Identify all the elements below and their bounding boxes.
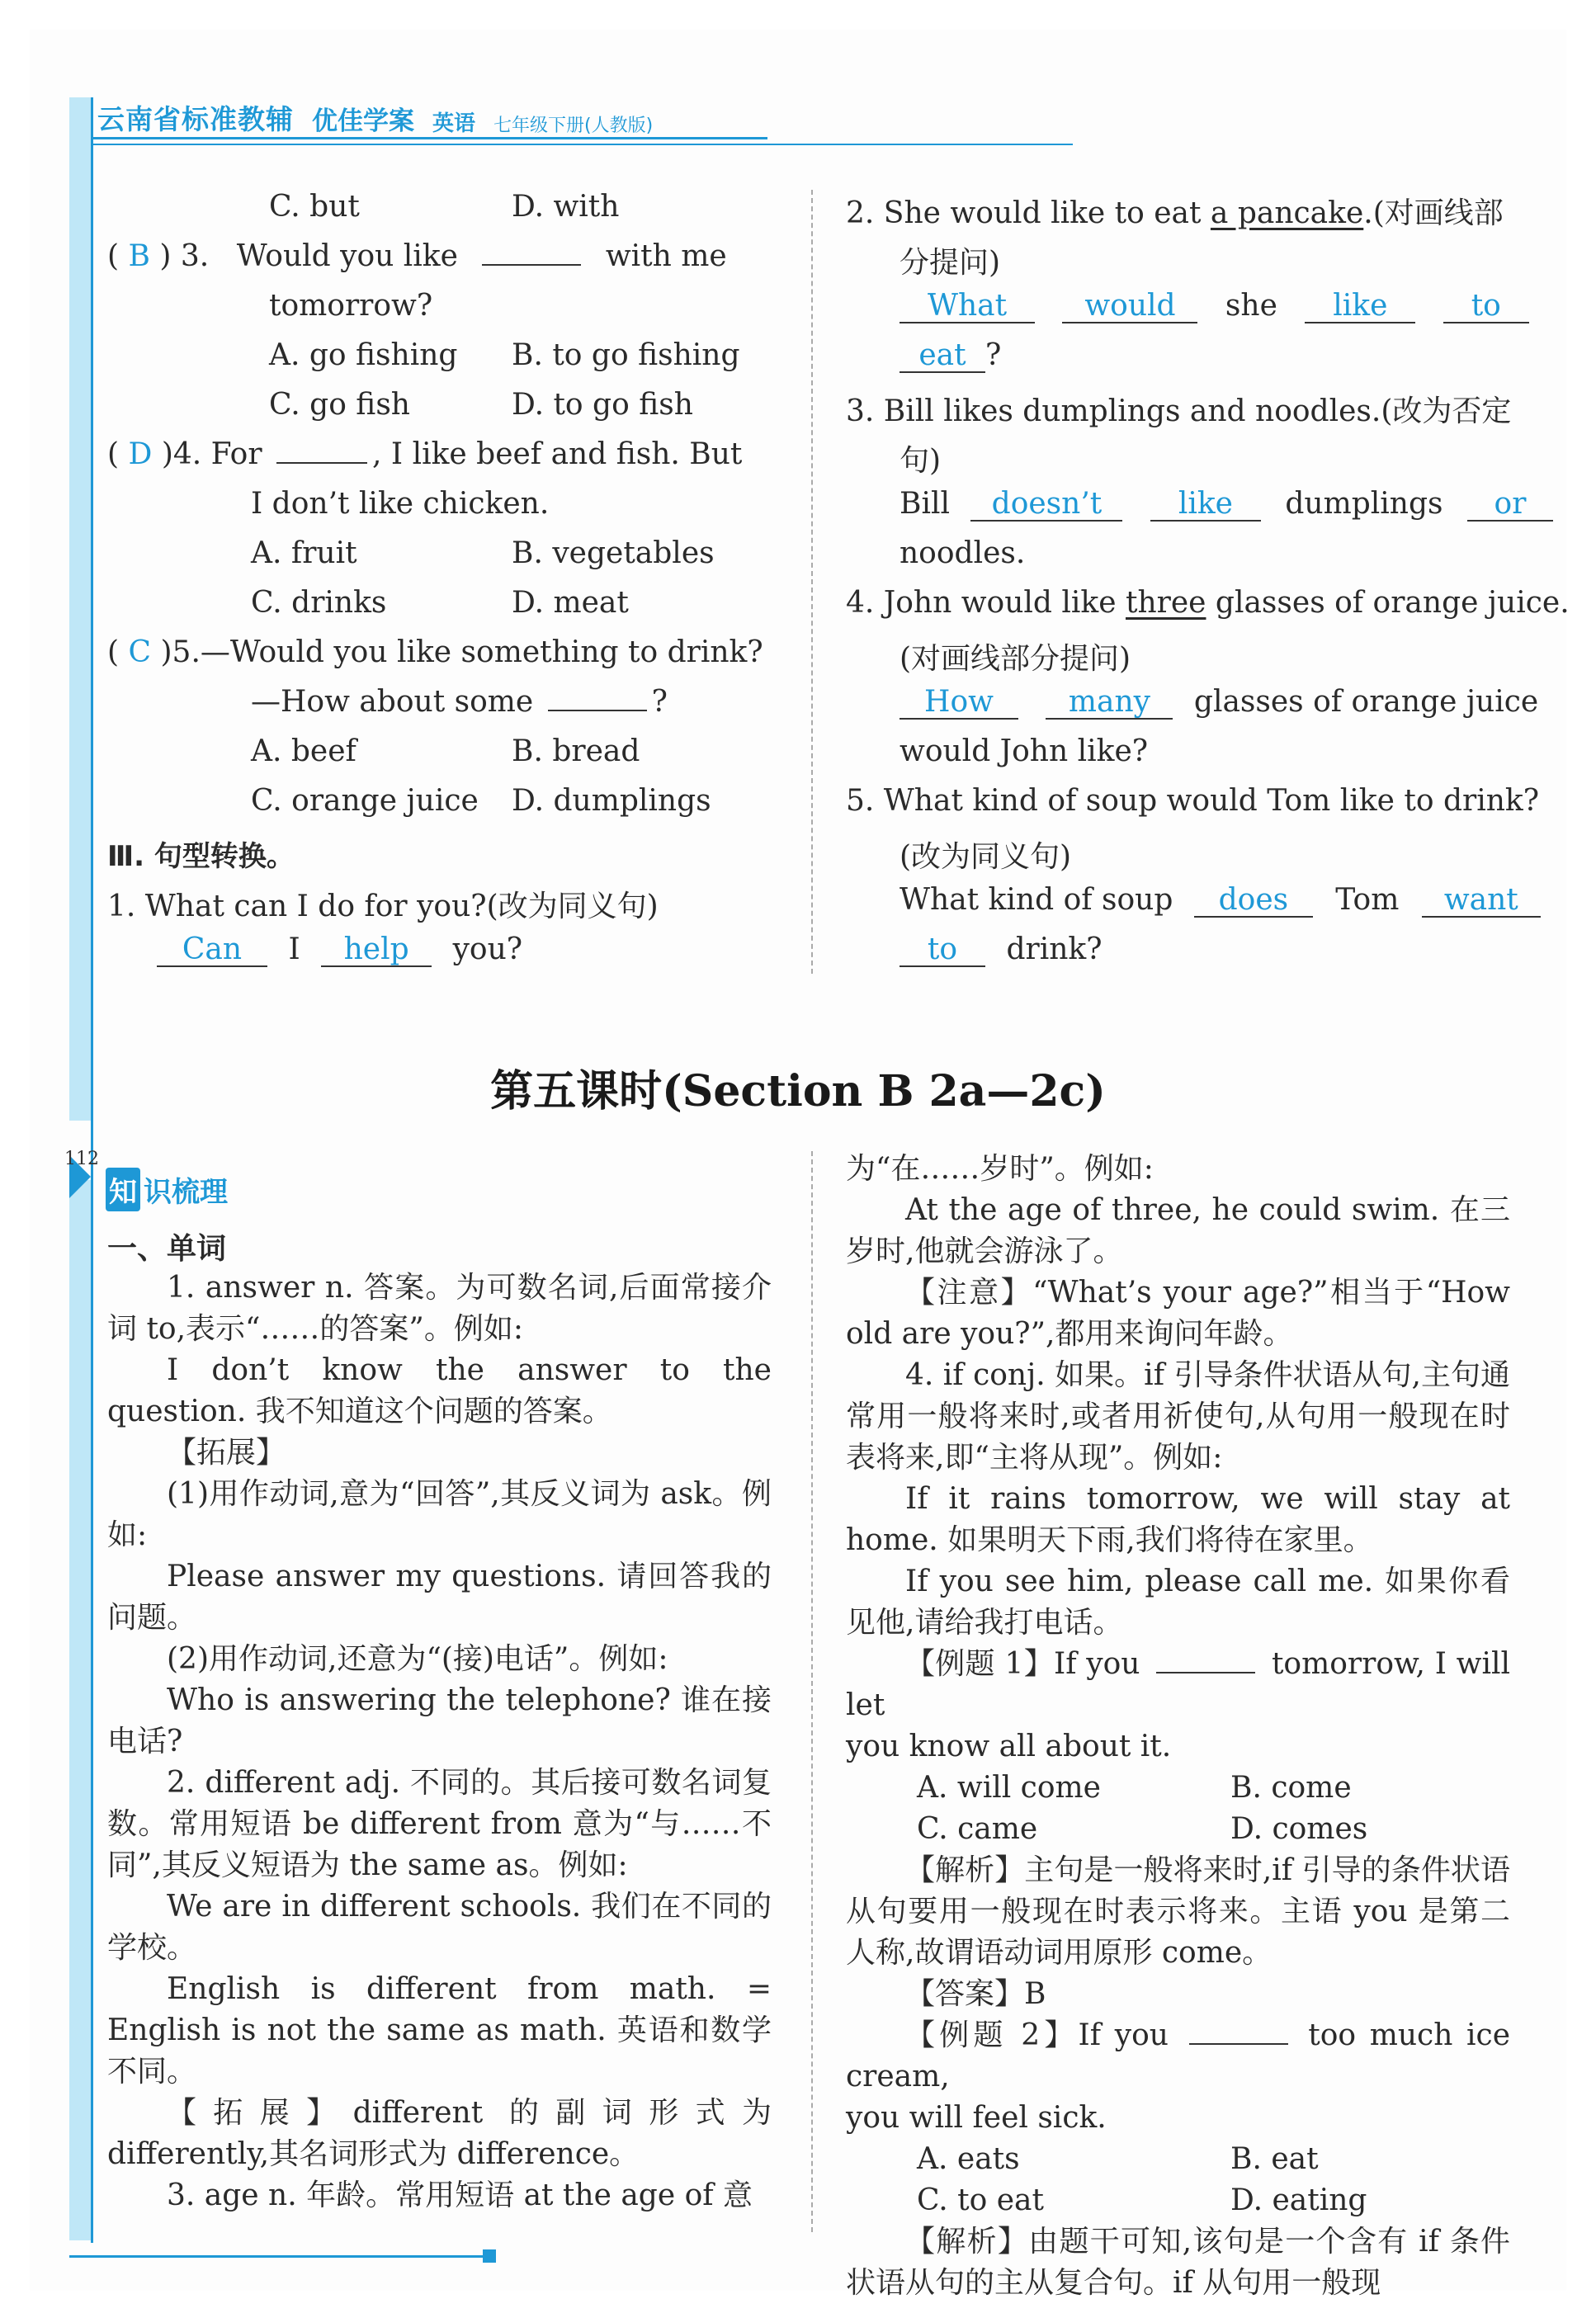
q5-option-b: B. bread (512, 734, 640, 768)
s3-pre: Bill (900, 487, 950, 521)
left-margin-line (91, 97, 93, 2243)
q4-text-b: I don’t like chicken. (251, 487, 550, 521)
q3-option-d: D. to go fish (512, 388, 693, 422)
s2-answer-5: to (1443, 290, 1529, 323)
grade-name: 七年级下册(人教版) (493, 116, 654, 136)
words-heading: 一、单词 (107, 1232, 227, 1266)
example2-option-c: C. to eat (917, 2183, 1044, 2217)
q5-text-b-end: ? (651, 685, 668, 719)
s5-mid: Tom (1335, 883, 1400, 917)
para-answer-example: I don’t know the answer to the question. 我不知道这个问题的答案。 (107, 1353, 772, 1428)
example2-option-b: B. eat (1230, 2142, 1319, 2176)
s2-line2: 分提问) (900, 246, 1001, 280)
q5-option-c: C. orange juice (251, 784, 479, 818)
s1-end: you? (452, 932, 523, 966)
page-number: 112 (64, 1149, 99, 1169)
example1-blank[interactable] (1156, 1672, 1255, 1673)
s3-text: 3. Bill likes dumplings and noodles.(改为否定 (846, 394, 1512, 428)
q3-stem: ( B ) 3. Would you like with me (107, 239, 727, 273)
example1-options-cd (846, 1809, 1510, 1850)
q4-option-b: B. vegetables (512, 536, 715, 570)
q5-stem: ( C )5.—Would you like something to drink? (107, 635, 763, 669)
s4-post: glasses of orange juice. (1206, 586, 1570, 620)
example2-analysis: 【解析】由题干可知,该句是一个含有 if 条件状语从句的主从复合句。if 从句用一般现 (846, 2225, 1510, 2300)
footer-rule (69, 2255, 490, 2258)
left-margin-bar-lower (69, 1180, 91, 2240)
q5-blank[interactable] (548, 710, 647, 711)
q3-number: 3. (180, 239, 210, 273)
s2-end: ? (985, 338, 1002, 372)
para-answer-phone: (2)用作动词,还意为“(接)电话”。例如: (167, 1642, 668, 1676)
example1-pre: 【例题 1】If you (905, 1647, 1140, 1681)
example2-option-a: A. eats (917, 2142, 1020, 2176)
s2-word-she: she (1225, 289, 1277, 323)
para-if-example-1: If it rains tomorrow, we will stay at home. 如果明天下雨,我们将待在家里。 (846, 1482, 1510, 1557)
para-age-example: At the age of three, he could swim. 在三岁时,他就会游泳了。 (846, 1193, 1510, 1268)
para-age-note: 【注意】“What’s your age?”相当于“How old are you?”,都用来询问年龄。 (846, 1276, 1510, 1351)
example1-line2: you know all about it. (846, 1730, 1172, 1763)
s5-answer-line (900, 883, 1541, 918)
s4-text (846, 586, 1570, 620)
example1-option-b: B. come (1230, 1771, 1352, 1805)
para-if-example-2: If you see him, please call me. 如果你看见他,请给我打电话。 (846, 1565, 1510, 1640)
para-answer-def: 1. answer n. 答案。为可数名词,后面常接介词 to,表示“……的答案”。例如: (107, 1271, 772, 1346)
q3-text-b: with me (605, 239, 727, 273)
q4-option-d: D. meat (512, 586, 629, 620)
s1-answer-2: help (321, 934, 432, 967)
left-margin-bar (69, 97, 91, 1121)
s3-answer-1: doesn’t (970, 489, 1122, 522)
para-different-example-2: English is different from math. = English is not the same as math. 英语和数学不同。 (107, 1972, 772, 2089)
example2-pre: 【例题 2】If you (905, 2018, 1169, 2052)
q5-answer: C (128, 635, 152, 669)
q4-option-a: A. fruit (251, 536, 357, 570)
example1-post: tomorrow, I will let (846, 1647, 1510, 1722)
example2-stem (846, 2015, 1510, 2098)
s2-answer-line (900, 289, 1529, 323)
para-different-example-1: We are in different schools. 我们在不同的学校。 (107, 1890, 772, 1965)
q4-number: )4. For (161, 437, 262, 471)
example2-line2: you will feel sick. (846, 2101, 1107, 2135)
q3-option-b: B. to go fishing (512, 338, 740, 372)
s1-word-i: I (288, 932, 300, 966)
subject-name: 英语 (432, 111, 476, 136)
s1-answer-1: Can (157, 934, 267, 967)
series-name: 云南省标准教辅 (97, 103, 294, 135)
s2-post: .(对画线部 (1363, 196, 1504, 230)
example1-option-d: D. comes (1230, 1812, 1368, 1846)
q4-text-a: , I like beef and fish. But (372, 437, 743, 471)
s4-line2: (对画线部分提问) (900, 642, 1131, 676)
para-answer-phone-example: Who is answering the telephone? 谁在接电话? (107, 1683, 772, 1758)
book-name: 优佳学案 (312, 106, 414, 136)
q5-text-b (251, 685, 668, 719)
q4-answer: D (128, 437, 153, 471)
q2-option-d: D. with (512, 190, 620, 224)
example1-answer: 【答案】B (905, 1977, 1046, 2011)
s3-mid: dumplings (1285, 487, 1443, 521)
q5-text-a: —Would you like something to drink? (200, 635, 763, 669)
example1-option-a: A. will come (917, 1771, 1101, 1805)
example1-options-ab (846, 1768, 1510, 1809)
s2-answer-4: like (1305, 290, 1415, 323)
q3-option-c: C. go fish (269, 388, 410, 422)
q3-text-c: tomorrow? (269, 289, 433, 323)
q3-option-a: A. go fishing (269, 338, 458, 372)
s2-answer-line2 (900, 338, 1001, 373)
s2-pre: 2. She would like to eat (846, 196, 1211, 230)
s5-answer-1: does (1194, 885, 1313, 918)
column-divider-top (811, 190, 813, 974)
knowledge-right-column (846, 1149, 1510, 2304)
para-age-def: 3. age n. 年龄。常用短语 at the age of 意 (167, 2178, 753, 2212)
example1-analysis: 【解析】主句是一般将来时,if 引导的条件状语从句要用一般现在时表示将来。主语 you 是第二人称,故谓语动词用原形 come。 (846, 1853, 1510, 1970)
s1-answer-line (157, 932, 522, 967)
s3-answer-3: or (1467, 489, 1553, 522)
s5-end: drink? (1006, 932, 1103, 966)
header-rule (91, 137, 767, 139)
section-title: 第五课时(Section B 2a—2c) (490, 1066, 1106, 1116)
para-answer-verb: (1)用作动词,意为“回答”,其反义词为 ask。例如: (107, 1477, 772, 1552)
example2-options-ab (846, 2139, 1510, 2180)
s4-underlined: three (1125, 586, 1206, 620)
q4-option-c: C. drinks (251, 586, 387, 620)
s4-answer-line (900, 685, 1538, 720)
s2-underlined: a pancake (1210, 196, 1364, 230)
s3-end: noodles. (900, 536, 1026, 570)
s2-text (846, 190, 1504, 232)
example2-options-cd (846, 2180, 1510, 2221)
s2-answer-6: eat (900, 340, 985, 373)
q3-text-a: Would you like (236, 239, 458, 273)
s5-text: 5. What kind of soup would Tom like to drink? (846, 784, 1540, 818)
q2-option-c: C. but (269, 190, 360, 224)
s3-line2: 句) (900, 444, 942, 478)
q5-option-d: D. dumplings (512, 784, 711, 818)
example2-blank[interactable] (1189, 2043, 1288, 2045)
para-answer-verb-example: Please answer my questions. 请回答我的问题。 (107, 1560, 772, 1635)
para-different-extend: 【拓展】different 的副词形式为 differently,其名词形式为 difference。 (107, 2096, 772, 2171)
knowledge-title: 识梳理 (144, 1176, 228, 1209)
s4-answer-2: many (1046, 687, 1173, 720)
s4-end: would John like? (900, 734, 1149, 768)
s5-answer-3: to (900, 934, 985, 967)
section3-title: Ⅲ. 句型转换。 (107, 840, 295, 873)
s4-mid: glasses of orange juice (1193, 685, 1539, 719)
example1-option-c: C. came (917, 1812, 1038, 1846)
footer-square (483, 2249, 496, 2263)
para-different-def: 2. different adj. 不同的。其后接可数名词复数。常用短语 be different from 意为“与……不同”,其反义短语为 the same as。例如: (107, 1766, 772, 1882)
s3-answer-2: like (1150, 489, 1261, 522)
knowledge-badge: 知 (106, 1168, 140, 1211)
s4-pre: 4. John would like (846, 586, 1126, 620)
page-header (97, 96, 653, 137)
q5-text-b-start: —How about some (251, 685, 534, 719)
s5-answer-line2 (900, 932, 1103, 967)
q3-blank[interactable] (482, 264, 581, 266)
example1-stem (846, 1644, 1510, 1726)
s1-text: 1. What can I do for you?(改为同义句) (107, 890, 659, 923)
para-age-cont: 为“在……岁时”。例如: (846, 1152, 1154, 1186)
q5-option-a: A. beef (251, 734, 357, 768)
knowledge-heading (106, 1168, 228, 1211)
s3-answer-line (900, 487, 1553, 522)
para-extend-1: 【拓展】 (167, 1436, 286, 1470)
example2-option-d: D. eating (1230, 2183, 1367, 2217)
para-if-def: 4. if conj. 如果。if 引导条件状语从句,主句通常用一般将来时,或者用祈使句,从句用一般现在时表将来,即“主将从现”。例如: (846, 1358, 1510, 1475)
s5-pre: What kind of soup (900, 883, 1173, 917)
s4-answer-1: How (900, 687, 1018, 720)
s2-answer-2: would (1062, 290, 1197, 323)
example2-post: too much ice cream, (846, 2018, 1510, 2094)
header-rule-thin (91, 144, 1073, 145)
q3-answer: B (128, 239, 150, 273)
s5-answer-2: want (1422, 885, 1541, 918)
q4-stem: ( D )4. For , I like beef and fish. But (107, 437, 743, 471)
q4-blank[interactable] (276, 462, 367, 464)
s2-answer-1: What (900, 290, 1035, 323)
column-divider-bottom (811, 1151, 813, 2232)
s5-line2: (改为同义句) (900, 840, 1072, 874)
q5-number: )5. (160, 635, 201, 669)
knowledge-left-column (107, 1267, 772, 2216)
